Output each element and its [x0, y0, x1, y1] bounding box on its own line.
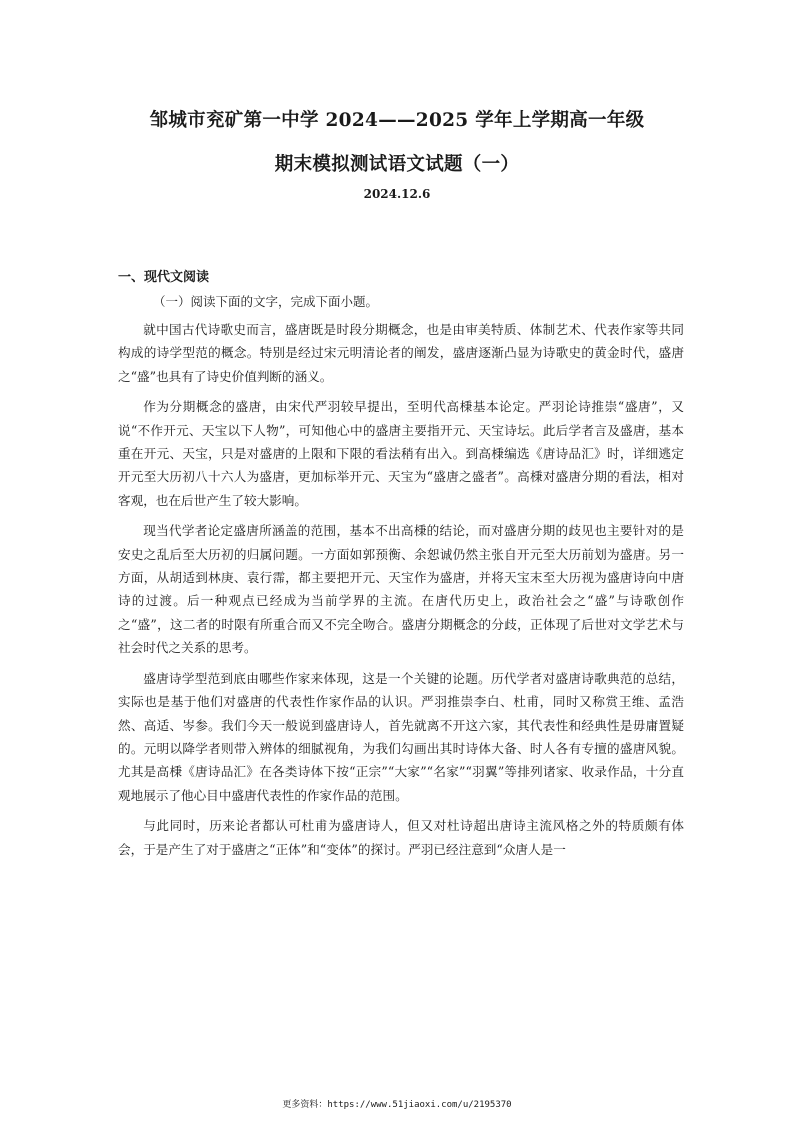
reading-instruction: （一）阅读下面的文字，完成下面小题。: [153, 294, 379, 309]
reading-passage: [118, 318, 684, 868]
passage-paragraph: 就中国古代诗歌史而言，盛唐既是时段分期概念，也是由审美特质、体制艺术、代表作家等共同构成的诗学型范的概念。特别是经过宋元明清论者的阐发，盛唐逐渐凸显为诗歌史的黄金时代，盛唐之“盛”也具有了诗史价值判断的涵义。: [118, 322, 684, 384]
document-date: 2024.12.6: [363, 187, 431, 201]
passage-paragraph: 与此同时，历来论者都认可杜甫为盛唐诗人，但又对杜诗超出唐诗主流风格之外的特质颇有体会，于是产生了对于盛唐之“正体”和“变体”的探讨。严羽已经注意到“众唐人是一: [118, 818, 684, 857]
document-title-line2: 期末模拟测试语文试题（一）: [274, 154, 520, 175]
document-title-line1: 邹城市兖矿第一中学 2024——2025 学年上学期高一年级: [149, 110, 645, 131]
passage-paragraph: 作为分期概念的盛唐，由宋代严羽较早提出，至明代高棅基本论定。严羽论诗推崇“盛唐”，又说“不作开元、天宝以下人物”，可知他心中的盛唐主要指开元、天宝诗坛。此后学者言及盛唐，基本重在开元、天宝，只是对盛唐的上限和下限的看法稍有出入。到高棅编选《唐诗品汇》时，详细逃定开元至大历初八十六人为盛唐，更加标举开元、天宝为“盛唐之盛者”。高棅对盛唐分期的看法，相对客观，也在后世产生了较大影响。: [118, 399, 684, 508]
passage-paragraph: 盛唐诗学型范到底由哪些作家来体现，这是一个关键的论题。历代学者对盛唐诗歌典范的总结，实际也是基于他们对盛唐的代表性作家作品的认识。严羽推崇李白、杜甫，同时又称赏王维、孟浩然、高适、岑参。我们今天一般说到盛唐诗人，首先就离不开这六家，其代表性和经典性是毋庸置疑的。元明以降学者则带入辨体的细腻视角，为我们勾画出其时诗体大备、时人各有专擅的盛唐风貌。尤其是高棅《唐诗品汇》在各类诗体下按“正宗”“大家”“名家”“羽翼”等排列诸家、收录作品，十分直观地展示了他心目中盛唐代表性的作家作品的范围。: [118, 670, 684, 803]
section-heading: 一、现代文阅读: [118, 270, 210, 285]
passage-paragraph: 现当代学者论定盛唐所涵盖的范围，基本不出高棅的结论，而对盛唐分期的歧见也主要针对的是安史之乱后至大历初的归属问题。一方面如郭预衡、余恕诚仍然主张自开元至大历前划为盛唐。另一方面，从胡适到林庚、袁行霈，都主要把开元、天宝作为盛唐，并将天宝末至大历视为盛唐诗向中唐诗的过渡。后一种观点已经成为当前学界的主流。在唐代历史上，政治社会之“盛”与诗歌创作之“盛”，这二者的时限有所重合而又不完全吻合。盛唐分期概念的分歧，正体现了后世对文学艺术与社会时代之关系的思考。: [118, 523, 684, 656]
footer-link[interactable]: 更多资料：https://www.51jiaoxi.com/u/2195370: [282, 1100, 512, 1110]
